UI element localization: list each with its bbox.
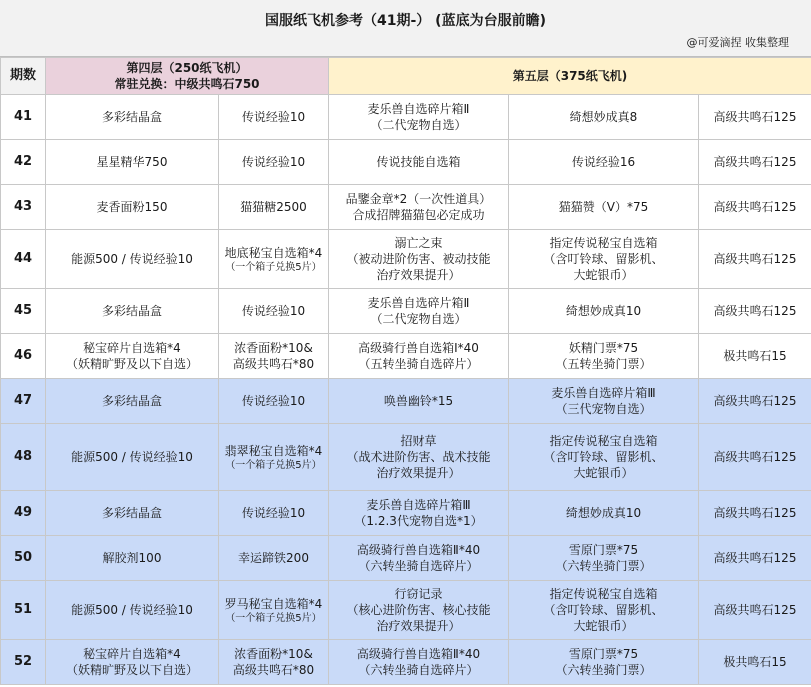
layer5-reward-3-text: 高级共鸣石125	[713, 155, 797, 169]
layer5-reward-3-text: 高级共鸣石125	[713, 603, 797, 617]
layer4-reward-1	[46, 140, 219, 185]
layer4-reward-1-text: 解胶剂100	[102, 551, 162, 565]
layer5-reward-1-text: （1.2.3代宠物自选*1）	[354, 514, 483, 528]
layer5-reward-1-text: 品鑒金章*2（一次性道具）	[345, 192, 492, 206]
layer4-reward-2	[219, 536, 329, 581]
layer4-reward-2-text: 高级共鸣石*80	[232, 357, 315, 371]
layer4-reward-2	[219, 289, 329, 334]
table-row	[1, 95, 811, 140]
table-row	[1, 581, 811, 640]
layer4-reward-2	[219, 334, 329, 379]
period-cell-text: 43	[13, 199, 33, 214]
layer4-reward-1	[46, 491, 219, 536]
layer4-reward-1-text: 多彩结晶盒	[101, 110, 162, 124]
layer5-reward-3-text: 极共鸣石15	[723, 349, 787, 363]
layer4-reward-2-text: 幸运蹄铁200	[238, 551, 309, 565]
layer5-reward-1-text: 高级骑行兽自选箱Ⅰ*40	[358, 341, 479, 355]
layer5-reward-1-text: 治疗效果提升）	[376, 466, 461, 480]
layer5-reward-3-text: 高级共鸣石125	[713, 304, 797, 318]
layer4-reward-1-text: 星星精华750	[96, 155, 168, 169]
table-row	[1, 424, 811, 491]
layer5-reward-3-text: 高级共鸣石125	[713, 110, 797, 124]
credit-text: @可爱滴捏 收集整理	[686, 36, 789, 49]
layer5-reward-1	[329, 424, 509, 491]
layer5-reward-1	[329, 230, 509, 289]
table-row	[1, 379, 811, 424]
layer4-reward-2-text: 地底秘宝自选箱*4	[224, 245, 323, 260]
layer5-reward-2-text: 大蛇银币）	[573, 268, 634, 282]
layer5-reward-1-text: 麦乐兽自选碎片箱Ⅱ	[367, 102, 470, 116]
table-row	[1, 140, 811, 185]
layer4-reward-2	[219, 140, 329, 185]
layer5-reward-2-text: 妖精门票*75	[568, 341, 639, 355]
period-cell	[1, 289, 46, 334]
layer4-reward-1-text: 能源500 / 传说经验10	[71, 450, 193, 464]
period-cell-text: 48	[13, 449, 33, 464]
layer4-reward-1-text: 麦香面粉150	[96, 200, 168, 214]
layer5-reward-2-text: （含叮铃球、留影机、	[543, 450, 664, 464]
layer4-reward-2-text: （一个箱子兑换5片）	[225, 459, 322, 471]
layer4-reward-2	[219, 424, 329, 491]
layer4-reward-1	[46, 640, 219, 685]
layer4-reward-2-text: （一个箱子兑换5片）	[225, 612, 322, 624]
layer5-reward-2-text: 指定传说秘宝自选箱	[549, 587, 658, 601]
layer5-reward-1-text: （战术进阶伤害、战术技能	[346, 450, 491, 464]
layer5-reward-2	[509, 640, 699, 685]
layer5-reward-1-text: 招财草	[400, 434, 437, 448]
table-row	[1, 491, 811, 536]
layer5-reward-1	[329, 491, 509, 536]
period-cell	[1, 424, 46, 491]
layer5-reward-2	[509, 95, 699, 140]
period-cell	[1, 334, 46, 379]
period-cell	[1, 140, 46, 185]
table-row	[1, 289, 811, 334]
title-area	[0, 0, 811, 57]
layer5-reward-2-text: 雪原门票*75	[568, 647, 639, 661]
period-cell-text: 41	[13, 109, 33, 124]
layer5-reward-2	[509, 379, 699, 424]
layer5-reward-2	[509, 491, 699, 536]
period-cell	[1, 95, 46, 140]
layer4-reward-2	[219, 640, 329, 685]
table-row	[1, 334, 811, 379]
period-cell	[1, 185, 46, 230]
layer5-reward-1-text: 合成招牌猫猫包必定成功	[352, 208, 485, 222]
header-layer4-title: 第四层（250纸飞机）	[126, 61, 248, 75]
page-title: 国服纸飞机参考（41期-） (蓝底为台服前瞻)	[265, 13, 546, 29]
layer5-reward-3	[699, 379, 811, 424]
layer4-reward-1	[46, 185, 219, 230]
layer4-reward-1-text: 能源500 / 传说经验10	[71, 252, 193, 266]
period-cell	[1, 230, 46, 289]
layer5-reward-2-text: （五转坐骑门票）	[555, 357, 652, 371]
period-cell	[1, 581, 46, 640]
layer4-reward-1	[46, 334, 219, 379]
layer5-reward-3-text: 高级共鸣石125	[713, 450, 797, 464]
layer4-reward-2-text: 猫猫糖2500	[240, 200, 307, 214]
layer5-reward-2	[509, 536, 699, 581]
layer4-reward-1	[46, 536, 219, 581]
layer5-reward-2	[509, 581, 699, 640]
layer4-reward-2	[219, 581, 329, 640]
layer4-reward-1-text: 多彩结晶盒	[101, 394, 162, 408]
layer5-reward-1	[329, 640, 509, 685]
layer5-reward-2-text: （含叮铃球、留影机、	[543, 603, 664, 617]
rewards-table	[0, 57, 811, 685]
layer4-reward-1-text: （妖精旷野及以下自选）	[65, 663, 198, 677]
layer5-reward-2-text: 麦乐兽自选碎片箱Ⅲ	[551, 386, 656, 400]
header-layer4	[46, 58, 329, 95]
header-period: 期数	[1, 58, 46, 95]
layer4-reward-2-text: 传说经验10	[241, 304, 306, 318]
layer5-reward-1-text: （被动进阶伤害、被动技能	[346, 252, 491, 266]
layer4-reward-2-text: 罗马秘宝自选箱*4	[224, 596, 323, 611]
period-cell-text: 46	[13, 348, 33, 363]
layer5-reward-2	[509, 230, 699, 289]
layer4-reward-1	[46, 424, 219, 491]
layer4-reward-1-text: 能源500 / 传说经验10	[71, 603, 193, 617]
layer5-reward-2-text: 绮想妙成真10	[565, 304, 642, 318]
layer5-reward-3	[699, 140, 811, 185]
layer5-reward-3-text: 高级共鸣石125	[713, 252, 797, 266]
layer4-reward-1	[46, 95, 219, 140]
layer5-reward-1-text: 治疗效果提升）	[376, 619, 461, 633]
layer5-reward-3	[699, 289, 811, 334]
layer5-reward-2-text: 大蛇银币）	[573, 466, 634, 480]
period-cell-text: 49	[13, 505, 33, 520]
layer5-reward-2-text: （三代宠物自选）	[555, 402, 652, 416]
layer5-reward-2-text: 指定传说秘宝自选箱	[549, 236, 658, 250]
layer5-reward-1-text: （核心进阶伤害、核心技能	[346, 603, 491, 617]
layer5-reward-3	[699, 95, 811, 140]
header-layer4-subtitle: 常驻兑换：中级共鸣石750	[114, 77, 260, 91]
layer5-reward-2	[509, 334, 699, 379]
layer5-reward-2-text: 绮想妙成真8	[569, 110, 638, 124]
layer5-reward-2-text: （六转坐骑门票）	[555, 559, 652, 573]
layer5-reward-1	[329, 581, 509, 640]
layer5-reward-3	[699, 334, 811, 379]
layer5-reward-1	[329, 334, 509, 379]
layer5-reward-3-text: 极共鸣石15	[723, 655, 787, 669]
layer5-reward-2	[509, 424, 699, 491]
layer5-reward-2-text: 传说经验16	[571, 155, 636, 169]
layer5-reward-3	[699, 581, 811, 640]
layer4-reward-2-text: 传说经验10	[241, 155, 306, 169]
layer5-reward-3	[699, 230, 811, 289]
layer5-reward-1-text: 麦乐兽自选碎片箱Ⅱ	[367, 296, 470, 310]
layer5-reward-3	[699, 491, 811, 536]
period-cell	[1, 536, 46, 581]
layer5-reward-1-text: （六转坐骑自选碎片）	[358, 663, 479, 677]
layer4-reward-1	[46, 379, 219, 424]
layer5-reward-1-text: 高级骑行兽自选箱Ⅱ*40	[356, 647, 481, 661]
layer5-reward-1-text: （二代宠物自选）	[370, 118, 467, 132]
layer5-reward-1-text: 高级骑行兽自选箱Ⅱ*40	[356, 543, 481, 557]
layer5-reward-2-text: 猫猫赞（V）*75	[558, 200, 649, 214]
layer4-reward-2-text: 传说经验10	[241, 110, 306, 124]
layer4-reward-1	[46, 289, 219, 334]
layer5-reward-3	[699, 536, 811, 581]
period-cell-text: 42	[13, 154, 33, 169]
layer5-reward-1	[329, 185, 509, 230]
layer5-reward-1	[329, 289, 509, 334]
layer4-reward-1	[46, 581, 219, 640]
layer5-reward-3-text: 高级共鸣石125	[713, 551, 797, 565]
layer4-reward-2-text: 传说经验10	[241, 394, 306, 408]
period-cell-text: 45	[13, 303, 33, 318]
table-row	[1, 640, 811, 685]
period-cell	[1, 640, 46, 685]
layer4-reward-1-text: 秘宝碎片自选箱*4	[83, 341, 181, 355]
layer5-reward-1-text: 唤兽幽铃*15	[383, 394, 454, 408]
layer5-reward-2-text: 绮想妙成真10	[565, 506, 642, 520]
layer5-reward-1	[329, 140, 509, 185]
layer4-reward-2-text: 高级共鸣石*80	[232, 663, 315, 677]
layer5-reward-3-text: 高级共鸣石125	[713, 506, 797, 520]
header-layer5: 第五层（375纸飞机)	[329, 58, 811, 95]
layer5-reward-3-text: 高级共鸣石125	[713, 394, 797, 408]
layer5-reward-2-text: 雪原门票*75	[568, 543, 639, 557]
layer5-reward-1-text: 传说技能自选箱	[376, 155, 461, 169]
layer4-reward-1-text: 秘宝碎片自选箱*4	[83, 647, 181, 661]
layer5-reward-2-text: 指定传说秘宝自选箱	[549, 434, 658, 448]
layer4-reward-2	[219, 491, 329, 536]
period-cell	[1, 379, 46, 424]
layer5-reward-1-text: （五转坐骑自选碎片）	[358, 357, 479, 371]
period-cell-text: 50	[13, 550, 33, 565]
layer4-reward-2-text: 浓香面粉*10&	[234, 647, 313, 661]
layer4-reward-2	[219, 230, 329, 289]
layer4-reward-1-text: （妖精旷野及以下自选）	[65, 357, 198, 371]
period-cell-text: 44	[13, 251, 33, 266]
layer4-reward-1-text: 多彩结晶盒	[101, 506, 162, 520]
layer4-reward-2	[219, 95, 329, 140]
layer4-reward-2	[219, 185, 329, 230]
layer5-reward-2-text: （六转坐骑门票）	[555, 663, 652, 677]
layer4-reward-2-text: （一个箱子兑换5片）	[225, 261, 322, 273]
layer5-reward-2	[509, 185, 699, 230]
period-cell-text: 52	[13, 654, 33, 669]
layer5-reward-1	[329, 379, 509, 424]
period-cell-text: 47	[13, 393, 33, 408]
layer5-reward-1	[329, 95, 509, 140]
layer5-reward-1-text: （六转坐骑自选碎片）	[358, 559, 479, 573]
layer5-reward-3	[699, 640, 811, 685]
table-row	[1, 185, 811, 230]
layer5-reward-3	[699, 185, 811, 230]
layer5-reward-3-text: 高级共鸣石125	[713, 200, 797, 214]
layer5-reward-1-text: 治疗效果提升）	[376, 268, 461, 282]
layer4-reward-1	[46, 230, 219, 289]
period-cell	[1, 491, 46, 536]
layer4-reward-2	[219, 379, 329, 424]
layer5-reward-2-text: 大蛇银币）	[573, 619, 634, 633]
layer5-reward-1-text: 溺亡之束	[394, 236, 443, 250]
layer4-reward-2-text: 翡翠秘宝自选箱*4	[224, 443, 323, 458]
layer4-reward-1-text: 多彩结晶盒	[101, 304, 162, 318]
layer5-reward-1-text: 行窃记录	[394, 587, 443, 601]
layer4-reward-2-text: 浓香面粉*10&	[234, 341, 313, 355]
layer5-reward-2-text: （含叮铃球、留影机、	[543, 252, 664, 266]
table-row	[1, 230, 811, 289]
layer5-reward-2	[509, 140, 699, 185]
layer5-reward-1-text: 麦乐兽自选碎片箱Ⅲ	[366, 498, 471, 512]
table-row	[1, 536, 811, 581]
layer4-reward-2-text: 传说经验10	[241, 506, 306, 520]
layer5-reward-1	[329, 536, 509, 581]
layer5-reward-2	[509, 289, 699, 334]
layer5-reward-1-text: （二代宠物自选）	[370, 312, 467, 326]
layer5-reward-3	[699, 424, 811, 491]
period-cell-text: 51	[13, 602, 33, 617]
